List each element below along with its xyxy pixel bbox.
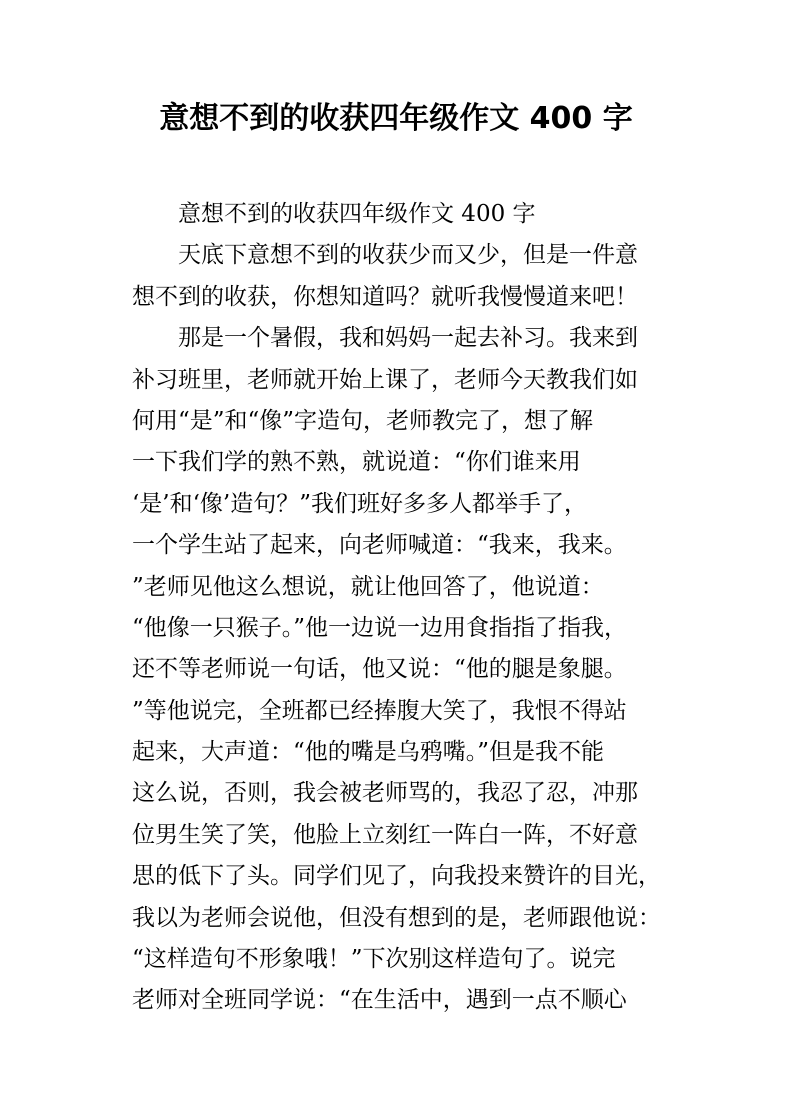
body-line-16: 位男生笑了笑，他脸上立刻红一阵白一阵，不好意 [132, 821, 638, 848]
body-line-10: ”老师见他这么想说，就让他回答了，他说道： [132, 573, 604, 600]
body-line-17: 思的低下了头。同学们见了，向我投来赞许的目光， [132, 863, 661, 890]
body-line-18: 我以为老师会说他，但没有想到的是，老师跟他说： [132, 904, 661, 931]
body-line-19: “这样造句不形象哦！”下次别这样造句了。说完 [132, 946, 616, 973]
body-line-9: 一个学生站了起来，向老师喊道：“我来，我来。 [132, 532, 627, 559]
body-line-12: 还不等老师说一句话，他又说：“他的腿是象腿。 [132, 656, 627, 683]
body-line-5: 补习班里，老师就开始上课了，老师今天教我们如 [132, 366, 638, 393]
body-line-11: “他像一只猴子。”他一边说一边用食指指了指我， [132, 614, 628, 641]
body-line-3: 想不到的收获，你想知道吗？就听我慢慢道来吧！ [132, 283, 638, 310]
body-line-13: ”等他说完，全班都已经捧腹大笑了，我恨不得站 [132, 697, 627, 724]
body-line-20: 老师对全班同学说：“在生活中，遇到一点不顺心 [132, 987, 627, 1014]
body-line-15: 这么说，否则，我会被老师骂的，我忍了忍，冲那 [132, 780, 638, 807]
body-line-7: 一下我们学的熟不熟，就说道：“你们谁来用 [132, 449, 581, 476]
body-line-8: ‘是’和‘像’造句？”我们班好多多人都举手了， [132, 490, 588, 517]
body-line-1: 意想不到的收获四年级作文 400 字 [178, 201, 536, 227]
body-line-4: 那是一个暑假，我和妈妈一起去补习。我来到 [178, 325, 638, 352]
document-body [132, 194, 672, 1022]
body-line-2: 天底下意想不到的收获少而又少，但是一件意 [178, 242, 638, 269]
document-title: 意想不到的收获四年级作文 400 字 [159, 101, 633, 136]
body-line-14: 起来，大声道：“他的嘴是乌鸦嘴。”但是我不能 [132, 739, 605, 766]
body-line-6: 何用“是”和“像”字造句，老师教完了，想了解 [132, 407, 594, 434]
